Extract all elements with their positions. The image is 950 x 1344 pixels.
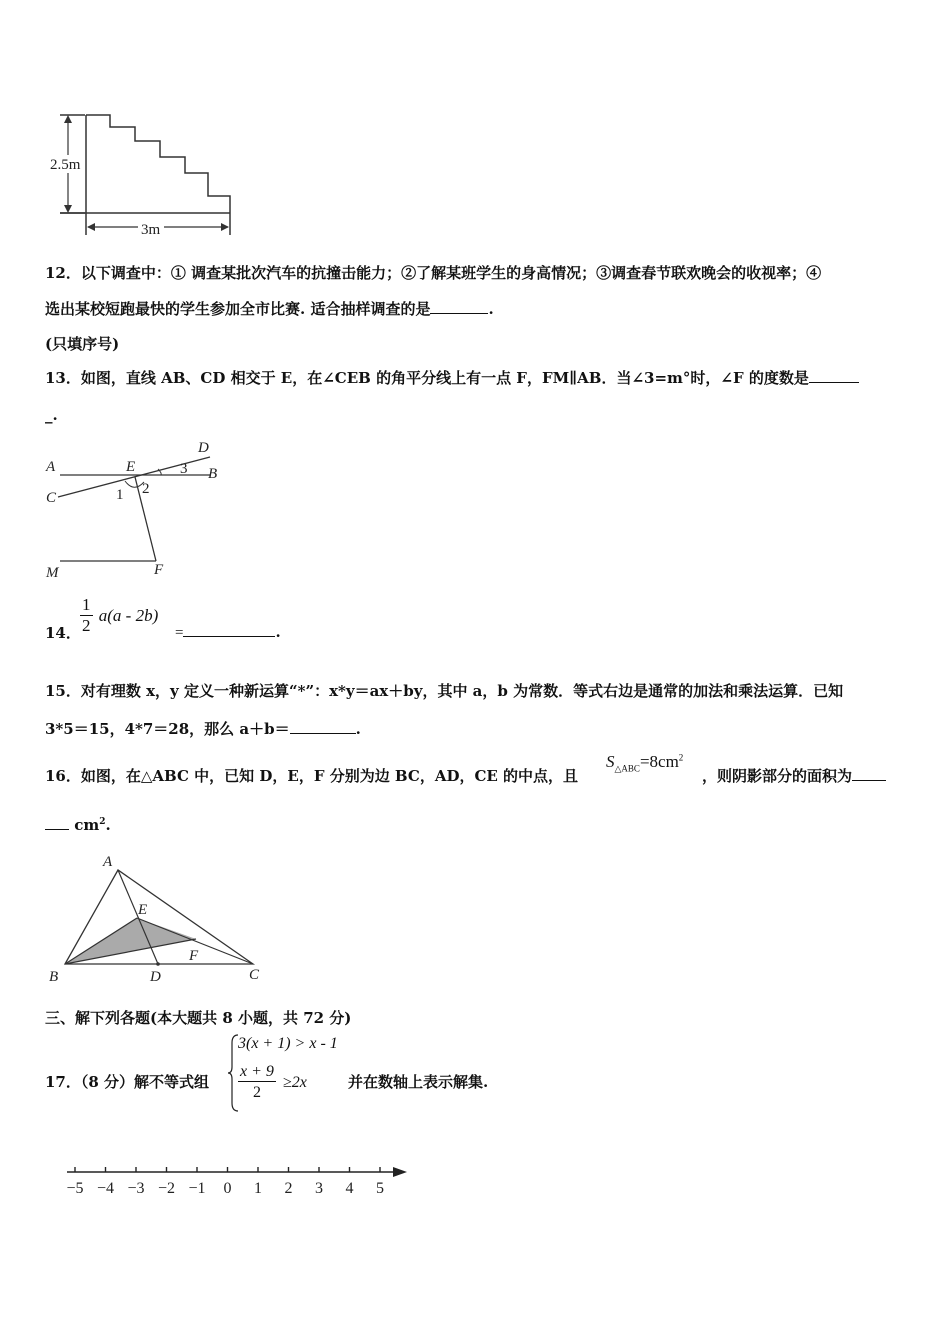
- q17-ineq2-num: x + 9: [240, 1063, 274, 1080]
- label-e: E: [138, 902, 148, 918]
- q13-answer-blank: [809, 368, 859, 383]
- q15-answer-blank: [290, 719, 356, 734]
- q14-expression: [80, 595, 158, 636]
- q12-line2: [45, 298, 494, 319]
- number-line-tick-label: 5: [376, 1180, 384, 1197]
- q14-answer-blank: [183, 622, 275, 637]
- number-line-tick-label: −5: [66, 1180, 84, 1197]
- number-line-arrow-icon: [393, 1167, 407, 1177]
- label-c: C: [46, 490, 57, 506]
- width-arrow-head-left: [87, 223, 95, 231]
- number-line-tick-label: 0: [223, 1180, 232, 1197]
- shaded-triangle: [65, 918, 196, 964]
- q14-number: 14．: [45, 624, 81, 642]
- width-label: 3m: [141, 222, 161, 238]
- q17-ineq2-rhs: ≥2x: [283, 1074, 307, 1091]
- q16-area-val: =8cm: [639, 752, 679, 771]
- q16-line1-end: [702, 765, 886, 786]
- q15-line2-text: 3*5＝15，4*7＝28，那么 a＋b＝: [45, 720, 290, 738]
- q16-area: [606, 752, 683, 774]
- label-d: D: [150, 969, 161, 985]
- label-e: E: [126, 459, 136, 475]
- width-arrow-head-right: [221, 223, 229, 231]
- q15-line2-end: .: [355, 720, 361, 738]
- q14-expr: a(a - 2b): [98, 605, 159, 625]
- q12-line1: 12．以下调查中：① 调查某批次汽车的抗撞击能力；②了解某班学生的身高情况；③调查春节联欢晚会的收视率；④: [45, 264, 822, 282]
- q16-unit-sup: 2: [99, 817, 106, 827]
- number-line-tick-label: 1: [254, 1180, 262, 1197]
- q16-answer-blank-b: [45, 815, 69, 830]
- q16-area-s: S: [606, 752, 615, 771]
- number-line-tick-label: −4: [96, 1180, 115, 1197]
- label-angle-3: 3: [180, 461, 188, 477]
- q14-frac-den: 2: [82, 616, 91, 635]
- number-line-tick-label: −2: [157, 1180, 176, 1197]
- q12-line2-end: .: [488, 300, 494, 318]
- q16-area-sub: △ABC: [614, 763, 640, 774]
- stair-steps: [86, 115, 230, 213]
- number-line: [55, 1160, 415, 1205]
- label-f: F: [189, 948, 199, 964]
- label-a: A: [103, 854, 113, 870]
- height-arrow-head-down: [64, 205, 72, 213]
- label-c: C: [249, 967, 260, 983]
- label-angle-2: 2: [142, 481, 150, 497]
- q16-line2: [45, 815, 111, 834]
- q13-line2: _.: [45, 406, 58, 424]
- number-line-tick-label: 4: [345, 1180, 354, 1197]
- q17-suffix: 并在数轴上表示解集.: [348, 1073, 489, 1091]
- q16-line1-text: 16．如图，在△ABC 中，已知 D，E，F 分别为边 BC，AD，CE 的中点，且: [45, 767, 579, 785]
- point-d: [156, 962, 160, 966]
- triangle-figure: [40, 848, 270, 988]
- section3-title: 三、解下列各题(本大题共 8 小题，共 72 分): [45, 1009, 352, 1027]
- label-b: B: [208, 466, 218, 482]
- q12-answer-blank: [430, 299, 488, 314]
- q12-line2-text: 选出某校短跑最快的学生参加全市比赛. 适合抽样调查的是: [45, 300, 431, 318]
- q13-line1-text: 13．如图，直线 AB、CD 相交于 E，在∠CEB 的角平分线上有一点 F，FM∥AB．当∠3=m°时，∠F 的度数是: [45, 369, 809, 387]
- q14-fraction: [80, 595, 93, 636]
- q15-line1: 15．对有理数 x，y 定义一种新运算“*”：x*y＝ax＋by，其中 a，b 为常数．等式右边是通常的加法和乘法运算．已知: [45, 682, 844, 700]
- q15-line2: [45, 718, 361, 739]
- q13-line1: [45, 367, 859, 388]
- label-d: D: [198, 440, 209, 456]
- label-a: A: [46, 459, 56, 475]
- number-line-tick-label: −1: [188, 1180, 206, 1197]
- q14-frac-num: 1: [82, 595, 91, 614]
- number-line-tick-label: 2: [284, 1180, 293, 1197]
- q17-ineq1: 3(x + 1) > x - 1: [238, 1035, 338, 1052]
- number-line-tick-label: 3: [315, 1180, 323, 1197]
- q16-answer-blank-a: [852, 766, 886, 781]
- label-f: F: [154, 562, 164, 578]
- label-angle-1: 1: [116, 487, 124, 503]
- q16-unit: cm: [74, 816, 100, 834]
- q16-line1: [45, 765, 578, 786]
- q16-line2-end: .: [105, 816, 111, 834]
- label-m: M: [46, 565, 59, 581]
- q16-area-sup: 2: [678, 752, 684, 763]
- number-line-tick-label: −3: [127, 1180, 145, 1197]
- label-b: B: [49, 969, 59, 985]
- q17-ineq2-den: 2: [238, 1081, 276, 1102]
- angle-figure: [40, 435, 240, 585]
- q14-eq: =: [175, 625, 184, 641]
- height-arrow-head-up: [64, 115, 72, 123]
- q14-end: .: [275, 623, 281, 641]
- height-label: 2.5m: [50, 157, 81, 173]
- q14-answer: [175, 622, 281, 642]
- stairs-figure: [40, 100, 250, 240]
- q17-prefix: 17．（8 分）解不等式组: [45, 1073, 210, 1091]
- q16-line1-end-text: ，则阴影部分的面积为: [702, 767, 853, 785]
- q12-line3: (只填序号): [45, 335, 120, 353]
- q17-ineq2-frac: [238, 1063, 276, 1102]
